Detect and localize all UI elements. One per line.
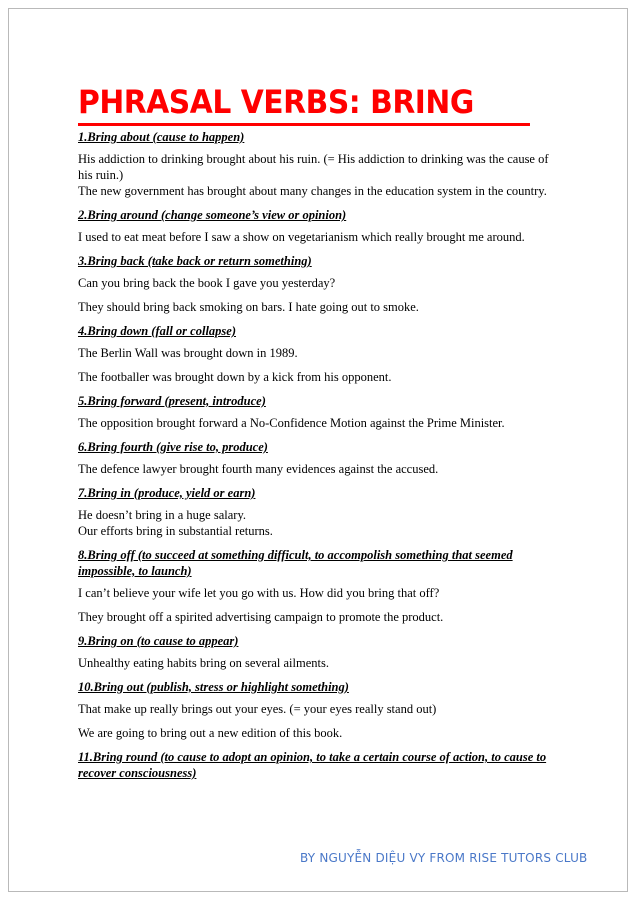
entry-heading: 8.Bring off (to succeed at something difficult, to accompolish something that seemed impossible, to launch) xyxy=(78,548,513,578)
example-sentence: The new government has brought about many changes in the education system in the country. xyxy=(78,184,547,198)
entry-heading: 9.Bring on (to cause to appear) xyxy=(78,634,239,648)
example-sentence: The opposition brought forward a No-Confidence Motion against the Prime Minister. xyxy=(78,416,505,430)
example-sentence: The defence lawyer brought fourth many evidences against the accused. xyxy=(78,462,439,476)
example-sentence: His addiction to drinking brought about his ruin. (= His addiction to drinking was the cause of his ruin.) xyxy=(78,152,549,182)
entry-heading: 1.Bring about (cause to happen) xyxy=(78,130,245,144)
entry-heading: 5.Bring forward (present, introduce) xyxy=(78,394,266,408)
example-sentence: We are going to bring out a new edition of this book. xyxy=(78,726,343,740)
entry-heading: 11.Bring round (to cause to adopt an opinion, to take a certain course of action, to cause to recover consciousness) xyxy=(78,750,547,780)
entry-heading: 2.Bring around (change someone’s view or opinion) xyxy=(78,208,347,222)
example-sentence: That make up really brings out your eyes. (= your eyes really stand out) xyxy=(78,702,437,716)
example-sentence: I can’t believe your wife let you go with us. How did you bring that off? xyxy=(78,586,440,600)
example-sentence: The Berlin Wall was brought down in 1989. xyxy=(78,346,298,360)
example-sentence: I used to eat meat before I saw a show on vegetarianism which really brought me around. xyxy=(78,230,525,244)
example-sentence: Our efforts bring in substantial returns. xyxy=(78,524,273,538)
example-sentence: Can you bring back the book I gave you yesterday? xyxy=(78,276,336,290)
page-title: PHRASAL VERBS: BRING xyxy=(78,82,530,126)
entry-heading: 7.Bring in (produce, yield or earn) xyxy=(78,486,256,500)
example-sentence: Unhealthy eating habits bring on several ailments. xyxy=(78,656,329,670)
entry-heading: 3.Bring back (take back or return something) xyxy=(78,254,312,268)
example-sentence: He doesn’t bring in a huge salary. xyxy=(78,508,247,522)
example-sentence: They brought off a spirited advertising campaign to promote the product. xyxy=(78,610,444,624)
example-sentence: The footballer was brought down by a kick from his opponent. xyxy=(78,370,392,384)
entry-heading: 4.Bring down (fall or collapse) xyxy=(78,324,236,338)
example-sentence: They should bring back smoking on bars. I hate going out to smoke. xyxy=(78,300,419,314)
entry-heading: 10.Bring out (publish, stress or highlight something) xyxy=(78,680,349,694)
entry-heading: 6.Bring fourth (give rise to, produce) xyxy=(78,440,268,454)
document-body xyxy=(78,82,564,787)
author-footer: BY NGUYỄN DIỆU VY FROM RISE TUTORS CLUB xyxy=(300,851,588,865)
